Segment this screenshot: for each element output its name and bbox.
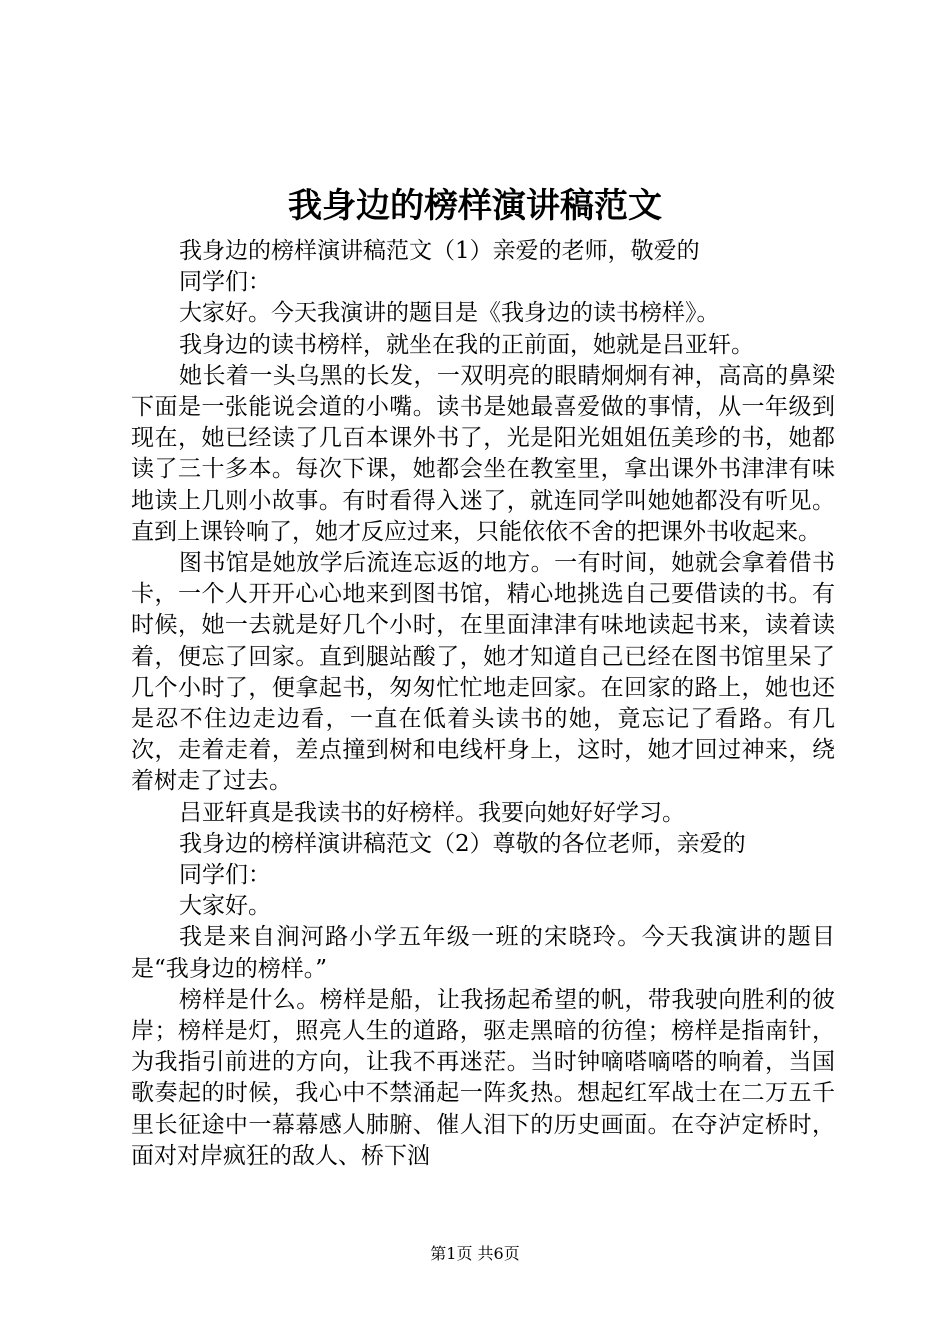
paragraph: 我身边的读书榜样，就坐在我的正前面，她就是吕亚轩。 — [179, 331, 754, 358]
paragraph: 大家好。今天我演讲的题目是《我身边的读书榜样》。 — [179, 300, 720, 327]
paragraph: 图书馆是她放学后流连忘返的地方。一有时间，她就会拿着借书卡，一个人开开心心地来到图书馆，精心地挑选自己要借读的书。有时候，她一去就是好几个小时，在里面津津有味地读起书来，读着读着，便忘了回家。直到腿站酸了，她才知道自己已经在图书馆里呆了几个小时了，便拿起书，匆匆忙忙地走回家。在回家的路上，她也还是忍不住边走边看，一直在低着头读书的她，竟忘记了看路。有几次，走着走着，差点撞到树和电线杆身上，这时，她才回过神来，绕着树走了过去。 — [131, 550, 835, 795]
paragraph: 同学们： — [179, 269, 271, 296]
paragraph: 大家好。 — [179, 893, 271, 920]
paragraph: 吕亚轩真是我读书的好榜样。我要向她好好学习。 — [179, 799, 685, 826]
paragraph: 我身边的榜样演讲稿范文（2）尊敬的各位老师，亲爱的 — [179, 830, 746, 857]
paragraph: 榜样是什么。榜样是船，让我扬起希望的帆，带我驶向胜利的彼岸；榜样是灯，照亮人生的道路，驱走黑暗的彷徨；榜样是指南针，为我指引前进的方向，让我不再迷茫。当时钟嘀嗒嘀嗒的响着，当国歌奏起的时候，我心中不禁涌起一阵炙热。想起红军战士在二万五千里长征途中一幕幕感人肺腑、催人泪下的历史画面。在夺泸定桥时，面对对岸疯狂的敌人、桥下汹 — [131, 986, 835, 1169]
paragraph: 我身边的榜样演讲稿范文（1）亲爱的老师，敬爱的 — [179, 238, 700, 264]
paragraph: 她长着一头乌黑的长发，一双明亮的眼睛炯炯有神，高高的鼻梁下面是一张能说会道的小嘴。读书是她最喜爱做的事情，从一年级到现在，她已经读了几百本课外书了，光是阳光姐姐伍美珍的书，她都读了三十多本。每次下课，她都会坐在教室里，拿出课外书津津有味地读上几则小故事。有时看得入迷了，就连同学叫她她都没有听见。直到上课铃响了，她才反应过来，只能依依不舍的把课外书收起来。 — [131, 362, 835, 545]
document-title: 我身边的榜样演讲稿范文 — [288, 186, 662, 226]
document-body — [131, 236, 835, 1172]
paragraph: 同学们： — [179, 862, 271, 889]
page-footer: 第1页 共6页 — [430, 1244, 520, 1263]
paragraph: 我是来自涧河路小学五年级一班的宋晓玲。今天我演讲的题目是“我身边的榜样。” — [131, 924, 835, 982]
